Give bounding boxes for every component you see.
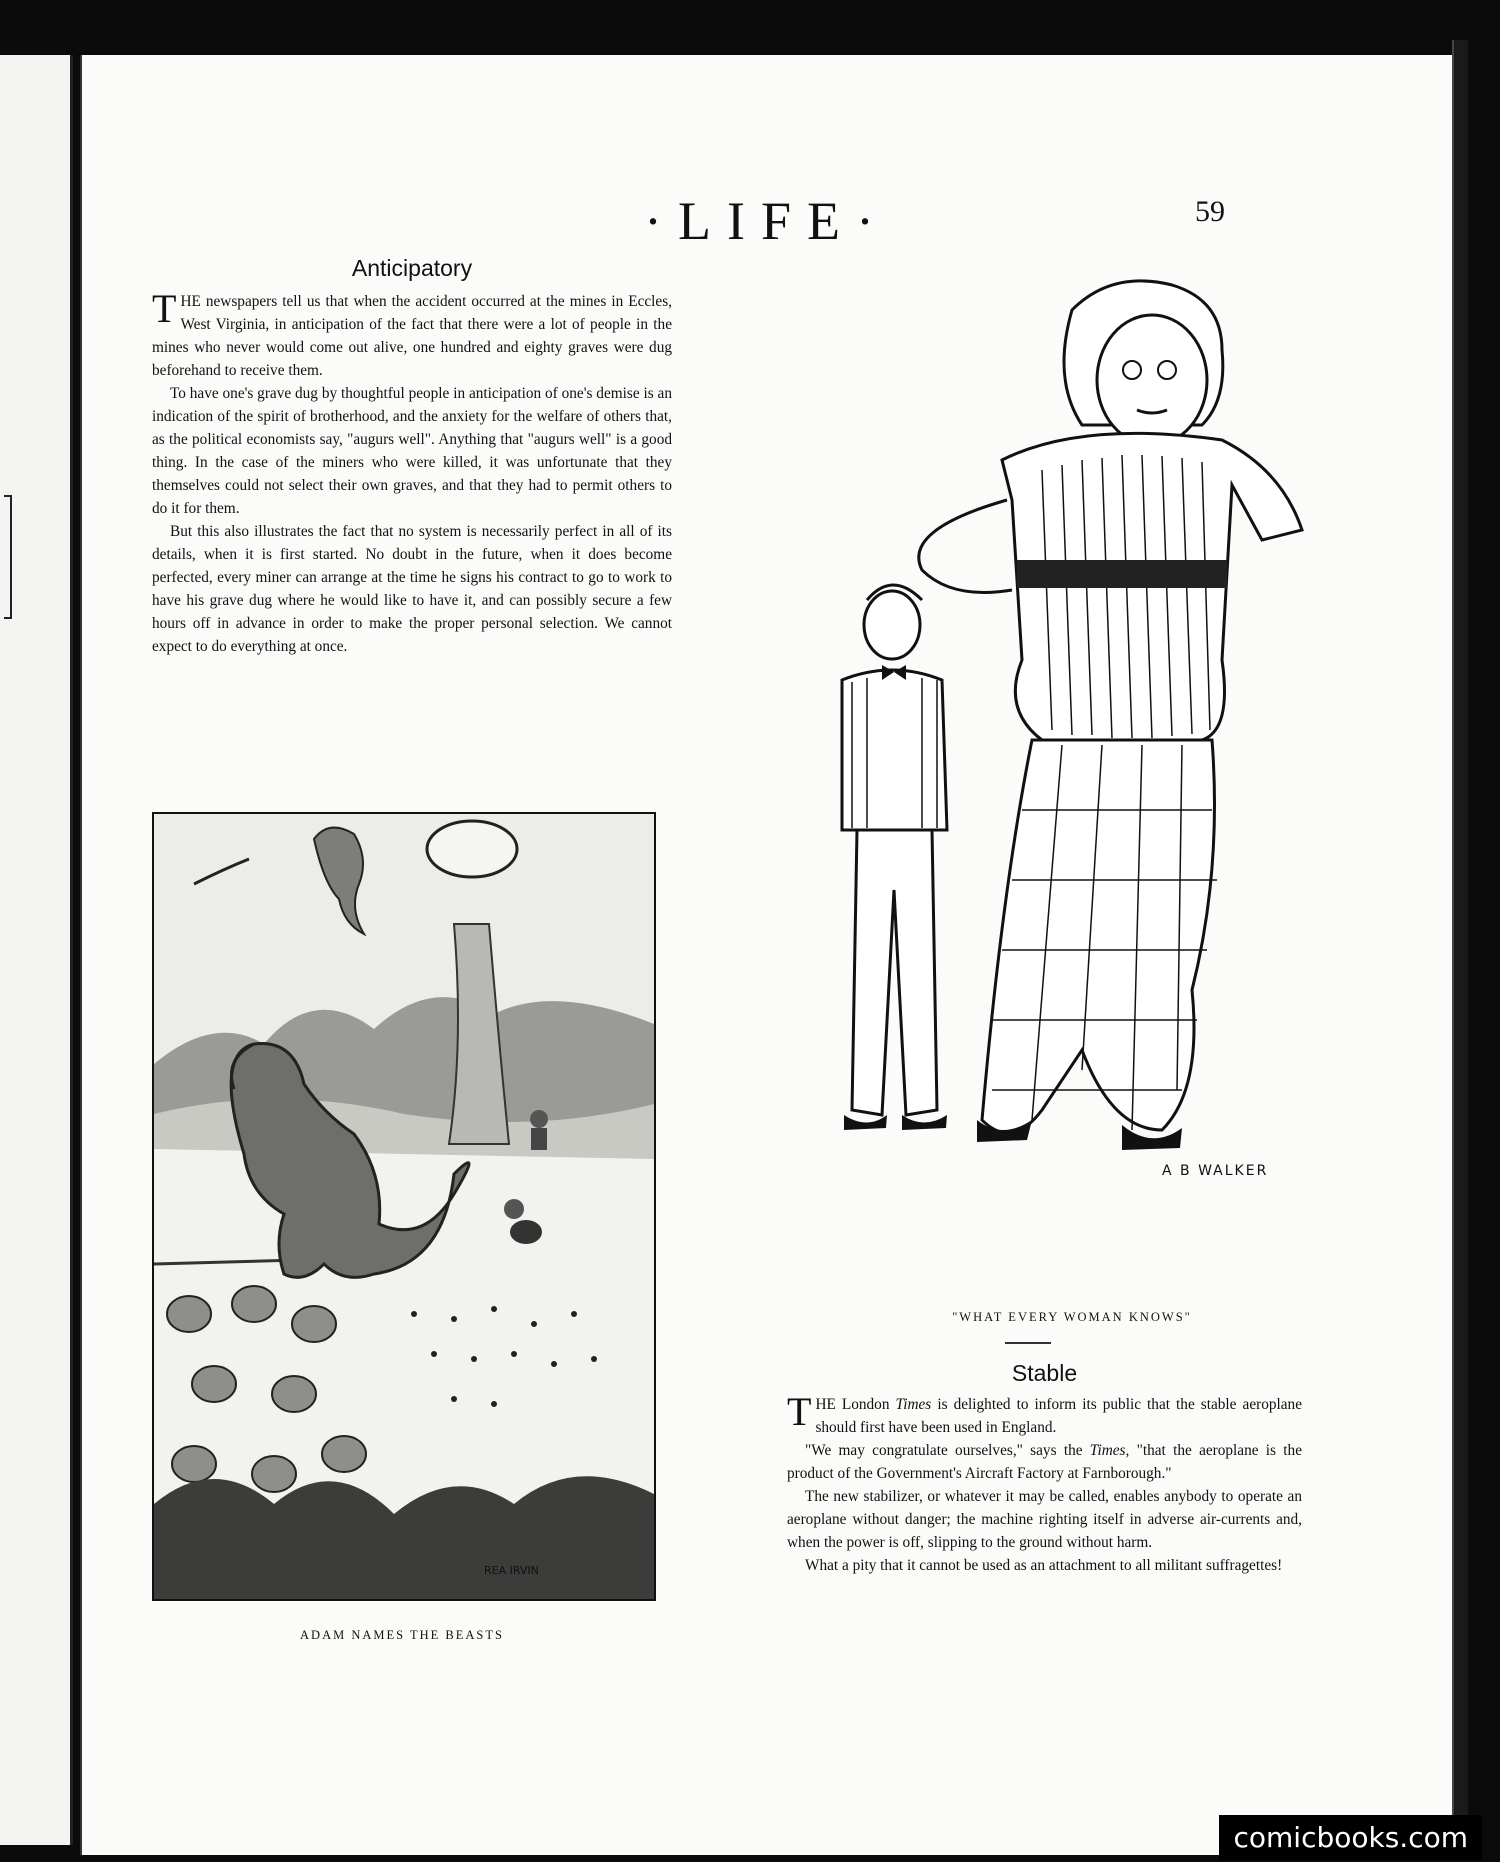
article-anticipatory [152, 255, 672, 658]
article-paragraph: What a pity that it cannot be used as an attachment to all militant suffragettes! [805, 1557, 1283, 1574]
magazine-page [80, 55, 1452, 1855]
paragraph-text: HE London [815, 1396, 896, 1413]
article-paragraph [152, 286, 672, 382]
drop-cap: T [787, 1389, 812, 1434]
article-stable [787, 1360, 1302, 1577]
article-paragraph: But this also illustrates the fact that no system is necessarily perfect in all of its details, when it is first started. No doubt in the future, when it does become perfected, every miner can arrange at the time he signs his contract to go to work to have his grave dug where he would like to have it, and can possibly secure a few hours off in advance in order to make the proper personal selection. We cannot expect to do everything at once. [152, 523, 672, 655]
page-mark [4, 495, 12, 619]
drop-cap: T [152, 286, 177, 331]
article-paragraph [787, 1439, 1302, 1485]
couple-illustration [782, 270, 1342, 1295]
paragraph-text: "We may congratulate ourselves," says the [805, 1442, 1090, 1459]
cartoon-what-every-woman-knows [782, 270, 1342, 1295]
article-paragraph: The new stabilizer, or whatever it may be called, enables anybody to operate an aeroplane without danger; the machine righting itself in adverse air-currents and, when the power is off, slipping to the ground without harm. [787, 1488, 1302, 1551]
article-title: Stable [1011, 1360, 1078, 1386]
paragraph-text: HE newspapers tell us that when the accident occurred at the mines in Eccles, West Virginia, in anticipation of the fact that there were a lot of people in the mines who never would come out alive, one hundred and eighty graves were dug beforehand to receive them. [152, 293, 672, 379]
paragraph-text: is delighted to inform its public that the stable aeroplane should first have been used in England. [815, 1396, 1302, 1436]
cartoon-signature: REA IRVIN [484, 1564, 539, 1577]
article-paragraph: To have one's grave dug by thoughtful people in anticipation of one's demise is an indication of the spirit of brotherhood, and the anxiety for the welfare of others that, as the political economists say, "augurs well". Anything that "augurs well" is a good thing. In the case of the miners who were killed, it was unfortunate that they themselves could not select their own graves, and that they had to permit others to do it for them. [152, 385, 672, 517]
masthead: ·LIFE· [644, 191, 890, 251]
cartoon-signature: A B WALKER [1162, 1163, 1269, 1179]
right-page-edge [1452, 40, 1468, 1840]
newspaper-name: Times [895, 1396, 932, 1413]
article-title: Anticipatory [351, 255, 473, 281]
newspaper-name: Times, [1089, 1442, 1130, 1459]
cartoon-caption: "WHAT EVERY WOMAN KNOWS" [952, 1310, 1192, 1324]
page-number: 59 [1195, 195, 1225, 228]
paragraph-text: "that the aeroplane is the product of the Government's Aircraft Factory at Farnborough." [787, 1442, 1302, 1482]
cartoon-caption: ADAM NAMES THE BEASTS [300, 1628, 504, 1642]
article-paragraph [787, 1389, 1302, 1439]
divider-rule [1005, 1342, 1051, 1344]
site-watermark: comicbooks.com [1219, 1815, 1482, 1860]
left-page-edge [0, 55, 73, 1845]
dinosaur-illustration [154, 814, 654, 1599]
cartoon-adam-names-the-beasts [152, 812, 656, 1601]
